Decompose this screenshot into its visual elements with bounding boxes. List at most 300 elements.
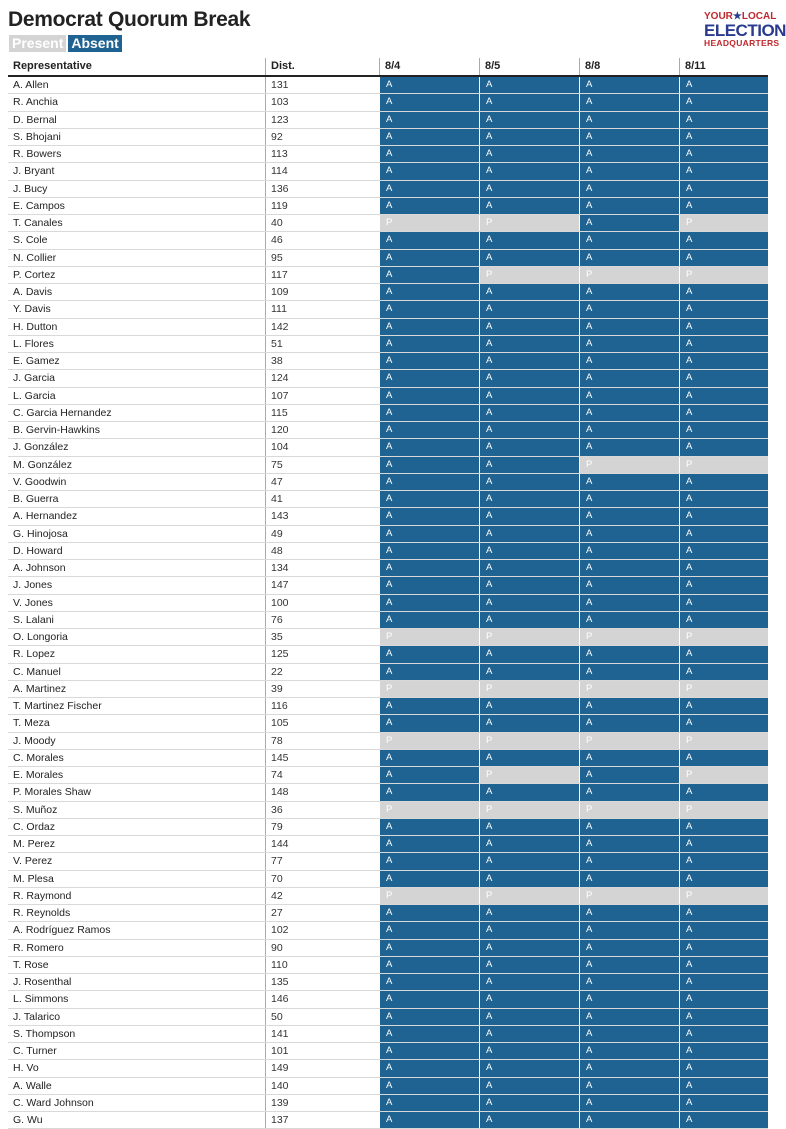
table-row xyxy=(8,457,768,474)
attendance-cell: A xyxy=(379,457,479,473)
attendance-cell: A xyxy=(379,905,479,921)
district-number: 123 xyxy=(265,112,379,128)
representative-name: R. Raymond xyxy=(13,889,72,902)
district-number: 137 xyxy=(265,1112,379,1128)
attendance-cell: A xyxy=(679,836,768,852)
table-row xyxy=(8,991,768,1008)
attendance-cell: A xyxy=(479,715,579,731)
table-row xyxy=(8,474,768,491)
table-row xyxy=(8,232,768,249)
table-row xyxy=(8,439,768,456)
legend-present: Present xyxy=(9,35,66,52)
attendance-cell: A xyxy=(379,129,479,145)
district-number: 148 xyxy=(265,784,379,800)
representative-name: S. Muñoz xyxy=(13,803,58,816)
attendance-cell: A xyxy=(379,784,479,800)
attendance-cell: A xyxy=(679,94,768,110)
district-number: 109 xyxy=(265,284,379,300)
attendance-cell: A xyxy=(679,1026,768,1042)
attendance-cell: A xyxy=(379,991,479,1007)
attendance-cell: A xyxy=(579,612,679,628)
attendance-cell: A xyxy=(579,543,679,559)
attendance-cell: A xyxy=(479,353,579,369)
table-row xyxy=(8,1095,768,1112)
header-day: 8/11 xyxy=(679,58,768,75)
attendance-cell: A xyxy=(379,112,479,128)
attendance-cell: A xyxy=(579,336,679,352)
attendance-cell: P xyxy=(479,267,579,283)
attendance-cell: A xyxy=(379,646,479,662)
representative-name: C. Ordaz xyxy=(13,820,56,833)
table-row xyxy=(8,336,768,353)
district-number: 141 xyxy=(265,1026,379,1042)
attendance-cell: A xyxy=(679,957,768,973)
representative-name: S. Lalani xyxy=(13,613,54,626)
attendance-cell: A xyxy=(479,612,579,628)
attendance-cell: A xyxy=(379,1060,479,1076)
representative-name: G. Hinojosa xyxy=(13,527,68,540)
district-number: 50 xyxy=(265,1009,379,1025)
attendance-cell: A xyxy=(379,853,479,869)
district-number: 27 xyxy=(265,905,379,921)
attendance-cell: A xyxy=(579,146,679,162)
representative-name: R. Romero xyxy=(13,941,64,954)
attendance-cell: P xyxy=(579,733,679,749)
representative-name: A. Davis xyxy=(13,286,53,298)
district-number: 100 xyxy=(265,595,379,611)
attendance-cell: A xyxy=(379,543,479,559)
attendance-cell: A xyxy=(379,1026,479,1042)
attendance-cell: A xyxy=(579,405,679,421)
attendance-table xyxy=(8,58,768,1126)
attendance-cell: A xyxy=(579,1112,679,1128)
district-number: 110 xyxy=(265,957,379,973)
table-row xyxy=(8,940,768,957)
attendance-cell: A xyxy=(379,1095,479,1111)
attendance-cell: P xyxy=(379,888,479,904)
district-number: 119 xyxy=(265,198,379,214)
attendance-cell: A xyxy=(579,215,679,231)
table-row xyxy=(8,543,768,560)
table-row xyxy=(8,750,768,767)
attendance-cell: A xyxy=(479,1112,579,1128)
attendance-cell: P xyxy=(479,629,579,645)
representative-name: C. Turner xyxy=(13,1045,57,1057)
attendance-cell: A xyxy=(579,698,679,714)
attendance-cell: A xyxy=(579,646,679,662)
attendance-cell: A xyxy=(479,457,579,473)
attendance-cell: A xyxy=(579,836,679,852)
attendance-cell: P xyxy=(579,267,679,283)
table-row xyxy=(8,353,768,370)
logo-word-headquarters: HEADQUARTERS xyxy=(704,38,780,48)
attendance-cell: A xyxy=(379,577,479,593)
representative-name: R. Reynolds xyxy=(13,907,71,919)
attendance-cell: A xyxy=(579,181,679,197)
attendance-cell: A xyxy=(579,853,679,869)
table-row xyxy=(8,1026,768,1043)
representative-name: J. Moody xyxy=(13,734,56,747)
representative-name: C. Manuel xyxy=(13,665,61,678)
attendance-cell: A xyxy=(579,922,679,938)
header-day: 8/5 xyxy=(479,58,579,75)
table-row xyxy=(8,301,768,318)
table-row xyxy=(8,767,768,784)
attendance-cell: A xyxy=(679,612,768,628)
representative-name: G. Wu xyxy=(13,1114,43,1126)
attendance-cell: A xyxy=(579,974,679,990)
table-row xyxy=(8,508,768,525)
district-number: 116 xyxy=(265,698,379,714)
table-row xyxy=(8,1009,768,1026)
attendance-cell: A xyxy=(479,388,579,404)
attendance-cell: A xyxy=(679,698,768,714)
representative-name: C. Morales xyxy=(13,751,64,764)
district-number: 125 xyxy=(265,646,379,662)
table-row xyxy=(8,370,768,387)
district-number: 76 xyxy=(265,612,379,628)
district-number: 111 xyxy=(265,301,379,317)
attendance-cell: A xyxy=(479,284,579,300)
attendance-cell: A xyxy=(679,871,768,887)
attendance-cell: A xyxy=(579,370,679,386)
attendance-cell: A xyxy=(579,301,679,317)
representative-name: J. González xyxy=(13,441,69,454)
attendance-cell: A xyxy=(379,957,479,973)
attendance-cell: A xyxy=(379,94,479,110)
election-headquarters-logo xyxy=(704,11,786,50)
attendance-cell: A xyxy=(479,439,579,455)
attendance-cell: A xyxy=(579,388,679,404)
attendance-cell: A xyxy=(579,1060,679,1076)
attendance-cell: P xyxy=(679,267,768,283)
district-number: 146 xyxy=(265,991,379,1007)
attendance-cell: A xyxy=(579,1009,679,1025)
attendance-cell: A xyxy=(679,819,768,835)
attendance-cell: A xyxy=(379,836,479,852)
attendance-cell: A xyxy=(379,163,479,179)
attendance-cell: A xyxy=(379,250,479,266)
district-number: 70 xyxy=(265,871,379,887)
attendance-cell: A xyxy=(479,250,579,266)
attendance-cell: A xyxy=(479,370,579,386)
attendance-cell: A xyxy=(379,526,479,542)
attendance-cell: A xyxy=(579,474,679,490)
table-row xyxy=(8,77,768,94)
attendance-cell: A xyxy=(679,491,768,507)
logo-word-local: LOCAL xyxy=(741,11,777,22)
attendance-cell: A xyxy=(379,1112,479,1128)
district-number: 42 xyxy=(265,888,379,904)
attendance-cell: A xyxy=(379,595,479,611)
attendance-cell: A xyxy=(579,508,679,524)
representative-name: R. Lopez xyxy=(13,648,56,661)
attendance-cell: A xyxy=(679,1078,768,1094)
attendance-cell: A xyxy=(479,181,579,197)
representative-name: M. Perez xyxy=(13,838,56,850)
attendance-cell: A xyxy=(679,77,768,93)
header-representative: Representative xyxy=(13,60,92,72)
table-row xyxy=(8,905,768,922)
representative-name: B. Guerra xyxy=(13,493,59,505)
attendance-cell: P xyxy=(479,681,579,697)
attendance-cell: A xyxy=(679,181,768,197)
district-number: 140 xyxy=(265,1078,379,1094)
district-number: 107 xyxy=(265,388,379,404)
attendance-cell: P xyxy=(379,681,479,697)
district-number: 36 xyxy=(265,802,379,818)
attendance-cell: A xyxy=(479,1078,579,1094)
attendance-cell: P xyxy=(579,457,679,473)
table-row xyxy=(8,491,768,508)
table-row xyxy=(8,733,768,750)
table-row xyxy=(8,112,768,129)
attendance-cell: A xyxy=(479,750,579,766)
attendance-cell: A xyxy=(679,1009,768,1025)
table-row xyxy=(8,146,768,163)
representative-name: A. Martinez xyxy=(13,682,67,695)
district-number: 113 xyxy=(265,146,379,162)
table-row xyxy=(8,957,768,974)
representative-name: C. Garcia Hernandez xyxy=(13,406,112,419)
attendance-cell: A xyxy=(379,715,479,731)
district-number: 41 xyxy=(265,491,379,507)
attendance-cell: A xyxy=(479,595,579,611)
attendance-cell: A xyxy=(679,905,768,921)
attendance-cell: A xyxy=(579,232,679,248)
attendance-cell: A xyxy=(679,646,768,662)
district-number: 104 xyxy=(265,439,379,455)
attendance-cell: A xyxy=(479,198,579,214)
attendance-cell: P xyxy=(479,215,579,231)
attendance-cell: A xyxy=(579,991,679,1007)
attendance-cell: P xyxy=(379,733,479,749)
attendance-cell: A xyxy=(679,232,768,248)
table-row xyxy=(8,198,768,215)
attendance-cell: A xyxy=(479,577,579,593)
attendance-cell: A xyxy=(479,77,579,93)
attendance-cell: A xyxy=(579,940,679,956)
table-row xyxy=(8,681,768,698)
table-row xyxy=(8,284,768,301)
attendance-cell: A xyxy=(479,819,579,835)
district-number: 139 xyxy=(265,1095,379,1111)
attendance-cell: A xyxy=(379,146,479,162)
attendance-cell: A xyxy=(679,508,768,524)
attendance-cell: A xyxy=(479,664,579,680)
attendance-cell: P xyxy=(379,215,479,231)
representative-name: J. Talarico xyxy=(13,1010,61,1023)
attendance-cell: A xyxy=(479,646,579,662)
attendance-cell: A xyxy=(479,1095,579,1111)
attendance-cell: A xyxy=(479,94,579,110)
attendance-cell: P xyxy=(479,767,579,783)
representative-name: T. Rose xyxy=(13,958,49,971)
representative-name: J. Bryant xyxy=(13,165,55,178)
table-row xyxy=(8,629,768,646)
table-row xyxy=(8,267,768,284)
representative-name: S. Bhojani xyxy=(13,130,61,143)
attendance-cell: P xyxy=(679,215,768,231)
district-number: 103 xyxy=(265,94,379,110)
attendance-cell: A xyxy=(579,767,679,783)
attendance-cell: P xyxy=(479,888,579,904)
attendance-cell: A xyxy=(679,370,768,386)
representative-name: V. Jones xyxy=(13,596,53,609)
attendance-cell: A xyxy=(679,163,768,179)
attendance-cell: A xyxy=(679,284,768,300)
attendance-cell: P xyxy=(579,802,679,818)
attendance-cell: A xyxy=(679,974,768,990)
district-number: 77 xyxy=(265,853,379,869)
representative-name: A. Walle xyxy=(13,1079,52,1092)
attendance-cell: A xyxy=(679,250,768,266)
district-number: 78 xyxy=(265,733,379,749)
attendance-cell: A xyxy=(479,957,579,973)
attendance-cell: A xyxy=(679,1043,768,1059)
attendance-cell: A xyxy=(379,405,479,421)
representative-name: M. Plesa xyxy=(13,872,54,885)
attendance-cell: A xyxy=(679,129,768,145)
attendance-cell: A xyxy=(379,388,479,404)
table-row xyxy=(8,129,768,146)
attendance-cell: A xyxy=(579,715,679,731)
table-row xyxy=(8,94,768,111)
representative-name: D. Howard xyxy=(13,544,63,557)
attendance-cell: A xyxy=(579,1043,679,1059)
table-row xyxy=(8,664,768,681)
district-number: 22 xyxy=(265,664,379,680)
attendance-cell: A xyxy=(479,1009,579,1025)
attendance-cell: A xyxy=(679,715,768,731)
attendance-cell: A xyxy=(579,1026,679,1042)
attendance-cell: A xyxy=(379,267,479,283)
table-row xyxy=(8,422,768,439)
attendance-cell: A xyxy=(479,1043,579,1059)
representative-name: E. Gamez xyxy=(13,355,60,367)
attendance-cell: A xyxy=(379,664,479,680)
attendance-cell: A xyxy=(679,991,768,1007)
district-number: 143 xyxy=(265,508,379,524)
representative-name: P. Morales Shaw xyxy=(13,786,92,799)
attendance-cell: A xyxy=(479,526,579,542)
district-number: 39 xyxy=(265,681,379,697)
district-number: 105 xyxy=(265,715,379,731)
attendance-cell: P xyxy=(679,733,768,749)
attendance-cell: A xyxy=(679,405,768,421)
district-number: 95 xyxy=(265,250,379,266)
district-number: 102 xyxy=(265,922,379,938)
attendance-cell: A xyxy=(579,595,679,611)
table-row xyxy=(8,646,768,663)
attendance-cell: A xyxy=(379,370,479,386)
attendance-cell: A xyxy=(579,526,679,542)
representative-name: S. Thompson xyxy=(13,1027,76,1040)
representative-name: A. Rodríguez Ramos xyxy=(13,924,111,937)
representative-name: J. Bucy xyxy=(13,182,48,195)
attendance-cell: A xyxy=(679,422,768,438)
attendance-cell: A xyxy=(579,250,679,266)
district-number: 92 xyxy=(265,129,379,145)
representative-name: R. Bowers xyxy=(13,148,62,160)
representative-name: T. Canales xyxy=(13,217,63,229)
table-row xyxy=(8,577,768,594)
attendance-cell: P xyxy=(679,681,768,697)
attendance-cell: A xyxy=(479,146,579,162)
attendance-cell: A xyxy=(379,319,479,335)
attendance-cell: A xyxy=(379,181,479,197)
attendance-cell: A xyxy=(379,1009,479,1025)
table-row xyxy=(8,715,768,732)
table-row xyxy=(8,612,768,629)
attendance-cell: A xyxy=(579,957,679,973)
representative-name: T. Meza xyxy=(13,717,50,730)
representative-name: B. Gervin-Hawkins xyxy=(13,424,100,436)
attendance-cell: A xyxy=(679,198,768,214)
table-row xyxy=(8,405,768,422)
district-number: 114 xyxy=(265,163,379,179)
attendance-cell: A xyxy=(579,163,679,179)
attendance-cell: A xyxy=(579,905,679,921)
district-number: 35 xyxy=(265,629,379,645)
attendance-cell: P xyxy=(479,733,579,749)
attendance-cell: A xyxy=(379,336,479,352)
representative-name: Y. Davis xyxy=(13,303,51,316)
table-row xyxy=(8,560,768,577)
representative-name: L. Garcia xyxy=(13,389,56,402)
table-row xyxy=(8,922,768,939)
table-row xyxy=(8,974,768,991)
district-number: 79 xyxy=(265,819,379,835)
attendance-cell: A xyxy=(479,474,579,490)
attendance-cell: A xyxy=(579,560,679,576)
attendance-cell: P xyxy=(379,802,479,818)
table-row xyxy=(8,802,768,819)
attendance-cell: A xyxy=(579,112,679,128)
representative-name: C. Ward Johnson xyxy=(13,1096,94,1109)
attendance-cell: A xyxy=(679,319,768,335)
district-number: 131 xyxy=(265,77,379,93)
attendance-cell: P xyxy=(679,888,768,904)
attendance-cell: A xyxy=(579,1095,679,1111)
representative-name: S. Cole xyxy=(13,234,48,247)
attendance-cell: A xyxy=(479,560,579,576)
attendance-cell: A xyxy=(579,94,679,110)
attendance-cell: A xyxy=(479,905,579,921)
district-number: 149 xyxy=(265,1060,379,1076)
attendance-cell: A xyxy=(379,353,479,369)
header-day: 8/4 xyxy=(379,58,479,75)
district-number: 75 xyxy=(265,457,379,473)
attendance-cell: A xyxy=(479,698,579,714)
district-number: 142 xyxy=(265,319,379,335)
district-number: 120 xyxy=(265,422,379,438)
representative-name: D. Bernal xyxy=(13,113,57,126)
attendance-cell: A xyxy=(679,526,768,542)
district-number: 40 xyxy=(265,215,379,231)
table-row xyxy=(8,836,768,853)
attendance-cell: P xyxy=(679,629,768,645)
logo-word-your: YOUR xyxy=(704,11,733,22)
district-number: 46 xyxy=(265,232,379,248)
representative-name: A. Hernandez xyxy=(13,510,78,523)
logo-star-icon: ★ xyxy=(732,11,742,22)
district-number: 90 xyxy=(265,940,379,956)
district-number: 101 xyxy=(265,1043,379,1059)
representative-name: A. Allen xyxy=(13,79,49,91)
district-number: 74 xyxy=(265,767,379,783)
attendance-cell: A xyxy=(479,1060,579,1076)
